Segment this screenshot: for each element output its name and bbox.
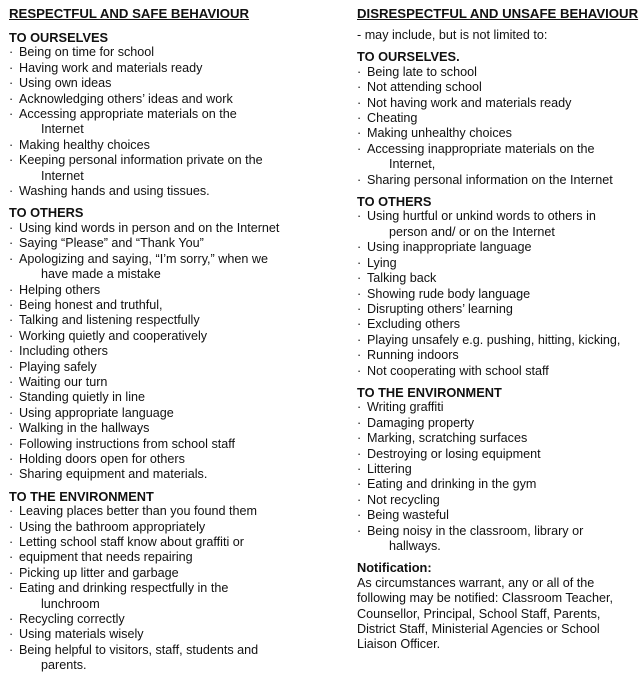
- list-item-text: Picking up litter and garbage: [19, 565, 179, 580]
- list-item-text: Destroying or losing equipment: [367, 446, 541, 461]
- list-item-text: Standing quietly in line: [19, 390, 146, 405]
- list-item-text: Not attending school: [367, 80, 482, 95]
- section-heading: TO OURSELVES.: [357, 49, 460, 65]
- list-item-text: Sharing personal information on the Internet: [367, 172, 613, 187]
- disrespectful-column: [357, 6, 644, 653]
- list-item: [9, 467, 325, 482]
- list-item-continuation: Internet,: [389, 157, 436, 172]
- list-item: [357, 462, 644, 477]
- list-item-text: Being on time for school: [19, 45, 155, 60]
- list-item: [9, 550, 325, 565]
- list-item: [9, 344, 325, 359]
- list-item: [357, 65, 644, 80]
- list-item: [357, 80, 644, 95]
- list-item: [9, 107, 325, 138]
- list-item-text: Using appropriate language: [19, 405, 174, 420]
- list-item-text: Writing graffiti: [367, 400, 444, 415]
- respectful-title: RESPECTFUL AND SAFE BEHAVIOUR: [9, 6, 250, 21]
- list-item-text: Recycling correctly: [19, 612, 125, 627]
- list-item: [9, 581, 325, 612]
- section-heading: TO OURSELVES: [9, 30, 109, 45]
- disrespectful-section: [357, 43, 644, 188]
- section-heading: TO THE ENVIRONMENT: [9, 488, 154, 504]
- list-item-text: Sharing equipment and materials.: [19, 467, 208, 482]
- list-item: [9, 252, 325, 283]
- list-item: [357, 317, 644, 332]
- list-item-text: Holding doors open for others: [19, 451, 185, 466]
- list-item: [357, 493, 644, 508]
- list-item: [9, 138, 325, 153]
- list-item: [9, 437, 325, 452]
- list-item: [9, 612, 325, 627]
- list-item-text: Washing hands and using tissues.: [19, 184, 210, 199]
- list-item: [9, 627, 325, 642]
- list-item-text: Apologizing and saying, “I’m sorry,” when we: [19, 251, 268, 266]
- list-item-text: Being noisy in the classroom, library or: [367, 523, 584, 538]
- list-item: [357, 126, 644, 141]
- list-item: [9, 421, 325, 436]
- list-item-text: Using materials wisely: [19, 627, 144, 642]
- list-item: [357, 348, 644, 363]
- list-item: [357, 508, 644, 523]
- list-item: [357, 209, 644, 240]
- list-item-text: Not cooperating with school staff: [367, 363, 549, 378]
- disrespectful-intro: - may include, but is not limited to:: [357, 28, 548, 42]
- bullet-list: [357, 209, 644, 378]
- list-item: [9, 298, 325, 313]
- list-item-text: Leaving places better than you found them: [19, 504, 258, 519]
- list-item-continuation: parents.: [41, 658, 87, 673]
- list-item: [357, 173, 644, 188]
- list-item: [9, 360, 325, 375]
- disrespectful-title: DISRESPECTFUL AND UNSAFE BEHAVIOUR: [357, 6, 639, 21]
- list-item: [357, 364, 644, 379]
- list-item: [9, 566, 325, 581]
- list-item: [9, 153, 325, 184]
- list-item-continuation: have made a mistake: [41, 267, 161, 282]
- list-item: [357, 431, 644, 446]
- list-item-text: Accessing inappropriate materials on the: [367, 141, 595, 156]
- list-item-text: Using own ideas: [19, 76, 112, 91]
- list-item-text: equipment that needs repairing: [19, 550, 193, 565]
- list-item: [9, 283, 325, 298]
- list-item: [357, 333, 644, 348]
- list-item-text: Eating and drinking in the gym: [367, 477, 537, 492]
- disrespectful-section: [357, 188, 644, 379]
- list-item-text: Being helpful to visitors, staff, students and: [19, 642, 259, 657]
- notification-line: following may be notified: Classroom Teacher,: [357, 591, 613, 606]
- list-item-text: Playing unsafely e.g. pushing, hitting, kicking,: [367, 332, 621, 347]
- list-item-text: Excluding others: [367, 317, 461, 332]
- list-item-text: Marking, scratching surfaces: [367, 431, 528, 446]
- list-item-continuation: person and/ or on the Internet: [389, 224, 555, 239]
- list-item-text: Running indoors: [367, 348, 459, 363]
- bullet-list: [9, 504, 325, 673]
- list-item: [357, 477, 644, 492]
- list-item-text: Following instructions from school staff: [19, 436, 236, 451]
- list-item: [357, 142, 644, 173]
- bullet-list: [9, 221, 325, 483]
- list-item-continuation: lunchroom: [41, 596, 100, 611]
- list-item-text: Being late to school: [367, 64, 477, 79]
- respectful-column: [9, 6, 325, 674]
- list-item-text: Showing rude body language: [367, 286, 531, 301]
- list-item-text: Damaging property: [367, 415, 475, 430]
- bullet-list: [357, 400, 644, 554]
- list-item-text: Using the bathroom appropriately: [19, 519, 206, 534]
- respectful-section: [9, 483, 325, 674]
- list-item: [357, 287, 644, 302]
- list-item: [9, 184, 325, 199]
- list-item-text: Saying “Please” and “Thank You”: [19, 236, 204, 251]
- list-item: [9, 329, 325, 344]
- respectful-section: [9, 24, 325, 199]
- list-item: [9, 520, 325, 535]
- list-item-text: Letting school staff know about graffiti or: [19, 535, 244, 549]
- list-item: [9, 313, 325, 328]
- disrespectful-section: [357, 379, 644, 554]
- list-item-text: Lying: [367, 255, 397, 270]
- list-item-text: Using inappropriate language: [367, 240, 532, 255]
- list-item: [9, 643, 325, 674]
- list-item-text: Being honest and truthful,: [19, 297, 163, 312]
- list-item-text: Making unhealthy choices: [367, 126, 512, 141]
- list-item: [357, 302, 644, 317]
- section-heading: TO OTHERS: [9, 205, 84, 221]
- list-item-text: Using kind words in person and on the Internet: [19, 220, 280, 235]
- list-item-text: Waiting our turn: [19, 374, 108, 389]
- list-item: [9, 375, 325, 390]
- list-item: [9, 504, 325, 519]
- list-item-text: Cheating: [367, 111, 418, 126]
- list-item: [9, 406, 325, 421]
- list-item-text: Disrupting others’ learning: [367, 301, 513, 316]
- list-item: [9, 76, 325, 91]
- list-item-text: Playing safely: [19, 359, 97, 374]
- section-heading: TO THE ENVIRONMENT: [357, 384, 502, 400]
- list-item: [357, 524, 644, 555]
- list-item-text: Using hurtful or unkind words to others in: [367, 209, 596, 224]
- list-item: [357, 256, 644, 271]
- list-item-text: Littering: [367, 461, 412, 476]
- list-item: [357, 96, 644, 111]
- list-item: [9, 221, 325, 236]
- list-item: [357, 416, 644, 431]
- list-item-text: Accessing appropriate materials on the: [19, 107, 237, 122]
- list-item: [357, 400, 644, 415]
- list-item-text: Not recycling: [367, 492, 440, 507]
- section-heading: TO OTHERS: [357, 194, 432, 210]
- list-item: [9, 236, 325, 251]
- list-item: [357, 240, 644, 255]
- list-item: [9, 61, 325, 76]
- bullet-list: [357, 65, 644, 188]
- list-item: [357, 111, 644, 126]
- list-item-continuation: Internet: [41, 168, 84, 183]
- notification-line: District Staff, Ministerial Agencies or School: [357, 622, 600, 637]
- disrespectful-sections: [357, 43, 644, 554]
- list-item-text: Acknowledging others’ ideas and work: [19, 91, 233, 106]
- list-item-text: Talking and listening respectfully: [19, 313, 200, 328]
- respectful-section: [9, 199, 325, 482]
- list-item-text: Having work and materials ready: [19, 60, 203, 75]
- notification-heading: Notification:: [357, 560, 432, 576]
- list-item: [9, 92, 325, 107]
- list-item: [9, 535, 325, 550]
- list-item-text: Helping others: [19, 282, 101, 297]
- list-item-continuation: hallways.: [389, 539, 441, 553]
- list-item-text: Walking in the hallways: [19, 421, 150, 436]
- list-item: [357, 447, 644, 462]
- list-item-text: Not having work and materials ready: [367, 95, 572, 110]
- notification-text: [357, 576, 644, 653]
- bullet-list: [9, 45, 325, 199]
- list-item: [9, 390, 325, 405]
- list-item: [9, 45, 325, 60]
- list-item-text: Talking back: [367, 271, 437, 286]
- list-item: [9, 452, 325, 467]
- list-item-text: Including others: [19, 344, 108, 359]
- notification-line: As circumstances warrant, any or all of the: [357, 575, 595, 590]
- list-item-continuation: Internet: [41, 122, 84, 137]
- list-item: [357, 271, 644, 286]
- respectful-sections: [9, 24, 325, 674]
- notification-line: Counsellor, Principal, School Staff, Parents,: [357, 606, 601, 621]
- list-item-text: Working quietly and cooperatively: [19, 328, 208, 343]
- notification-line: Liaison Officer.: [357, 637, 441, 652]
- list-item-text: Making healthy choices: [19, 137, 150, 152]
- list-item-text: Being wasteful: [367, 508, 449, 523]
- list-item-text: Eating and drinking respectfully in the: [19, 581, 229, 596]
- list-item-text: Keeping personal information private on the: [19, 153, 263, 168]
